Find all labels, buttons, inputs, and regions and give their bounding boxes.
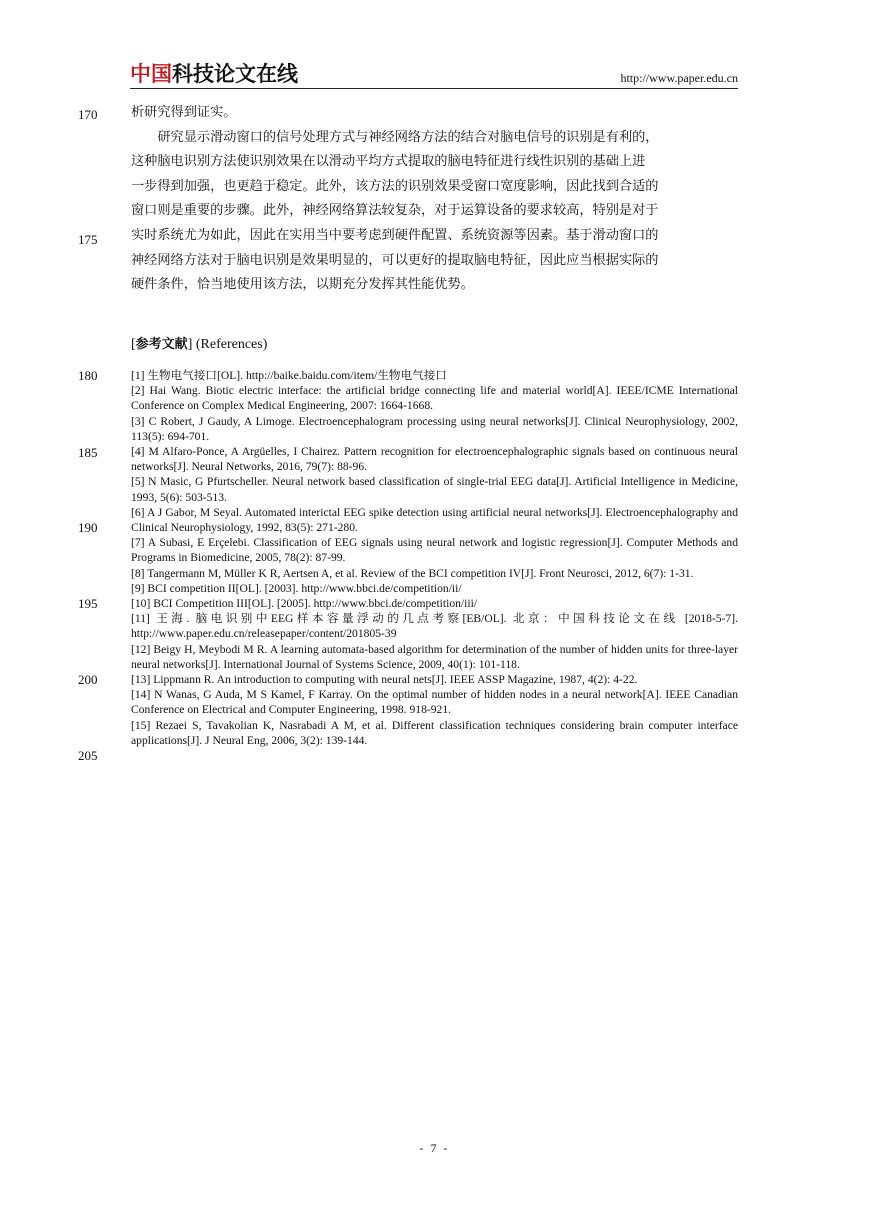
body-line: 一步得到加强，也更趋于稳定。此外，该方法的识别效果受窗口宽度影响，因此找到合适的 [131,178,659,194]
body-line: 硬件条件，恰当地使用该方法，以期充分发挥其性能优势。 [131,277,474,293]
line-number: 175 [78,232,98,247]
line-number: 180 [78,368,98,383]
reference-item: [4] M Alfaro-Ponce, A Argüelles, I Chairez. Pattern recognition for electroencephalographic signals based on continuous neural networks[J]. Neural Networks, 2016, 79(7): 88-96. [131,445,738,474]
reference-item: [9] BCI competition II[OL]. [2003]. http://www.bbci.de/competition/ii/ [131,581,462,595]
line-number: 190 [78,520,98,535]
reference-item: [5] N Masic, G Pfurtscheller. Neural network based classification of single-trial EEG data[J]. Artificial Intelligence in Medicine, 1993, 5(6): 503-513. [131,475,738,504]
body-line: 实时系统尤为如此，因此在实用当中要考虑到硬件配置、系统资源等因素。基于滑动窗口的 [131,227,659,243]
line-number: 200 [78,672,98,687]
page-number: - 7 - [419,1141,450,1155]
reference-item: [8] Tangermann M, Müller K R, Aertsen A, et al. Review of the BCI competition IV[J]. Front Neurosci, 2012, 6(7): 1-31. [131,566,694,580]
logo-red-text: 中国 [130,62,172,86]
reference-item: [1] 生物电气接口[OL]. http://baike.baidu.com/item/生物电气接口 [131,369,447,382]
body-line: 神经网络方法对于脑电识别是效果明显的，可以更好的提取脑电特征，因此应当根据实际的 [131,252,659,268]
references-heading [131,337,267,353]
line-number: 205 [78,748,98,763]
reference-item: [2] Hai Wang. Biotic electric interface: the artificial bridge connecting life and material world[A]. IEEE/ICME International Conference on Complex Medical Engineering, 2007: 1664-1668. [131,384,738,413]
reference-item: [10] BCI Competition III[OL]. [2005]. http://www.bbci.de/competition/iii/ [131,597,478,611]
body-line: 这种脑电识别方法使识别效果在以滑动平均方式提取的脑电特征进行线性识别的基础上进 [131,154,646,170]
body-line: 研究显示滑动窗口的信号处理方式与神经网络方法的结合对脑电信号的识别是有利的， [131,129,659,145]
reference-item: [15] Rezaei S, Tavakolian K, Nasrabadi A M, et al. Different classification techniques considering brain computer interface applications[J]. J Neural Eng, 2006, 3(2): 139-144. [131,718,738,747]
reference-item: [7] A Subasi, E Erçelebi. Classification of EEG signals using neural network and logistic regression[J]. Computer Methods and Programs in Biomedicine, 2005, 78(2): 87-99. [131,536,738,565]
line-number: 185 [78,445,98,460]
header-url: http://www.paper.edu.cn [620,71,738,85]
references-heading-cn: 参考文献 [135,337,188,352]
references-heading-bracket: [ [131,337,136,352]
body-text [131,101,739,298]
reference-item: [12] Beigy H, Meybodi M R. A learning automata-based algorithm for determination of the number of hidden units for three-layer neural networks[J]. International Journal of Systems Science, 2009, 40(1): 101-118. [131,642,738,671]
page-header [130,62,738,89]
body-line: 窗口则是重要的步骤。此外，神经网络算法较复杂，对于运算设备的要求较高，特别是对于 [131,203,659,219]
reference-item: [3] C Robert, J Gaudy, A Limoge. Electroencephalogram processing using neural networks[J]. Clinical Neurophysiology, 2002, 113(5): 694-701. [131,414,738,443]
reference-item: [14] N Wanas, G Auda, M S Kamel, F Karray. On the optimal number of hidden nodes in a neural network[A]. IEEE Canadian Conference on Electrical and Computer Engineering, 1998. 918-921. [131,688,738,717]
reference-item: [13] Lippmann R. An introduction to computing with neural nets[J]. IEEE ASSP Magazine, 1987, 4(2): 4-22. [131,673,638,687]
line-number: 170 [78,107,98,122]
journal-logo [130,62,298,86]
body-line: 析研究得到证实。 [131,105,237,120]
reference-list [131,368,738,748]
line-number: 195 [78,596,98,611]
references-heading-en: ] (References) [187,337,268,352]
reference-item: [11] 王海. 脑电识别中EEG样本容量浮动的几点考察[EB/OL]. 北京：中国科技论文在线 [2018-5-7]. http://www.paper.edu.cn/releasepaper/content/201805-39 [131,612,738,641]
logo-black-text: 科技论文在线 [172,62,298,86]
reference-item: [6] A J Gabor, M Seyal. Automated interictal EEG spike detection using artificial neural networks[J]. Electroencephalography and Clinical Neurophysiology, 1992, 83(5): 271-280. [131,505,738,535]
